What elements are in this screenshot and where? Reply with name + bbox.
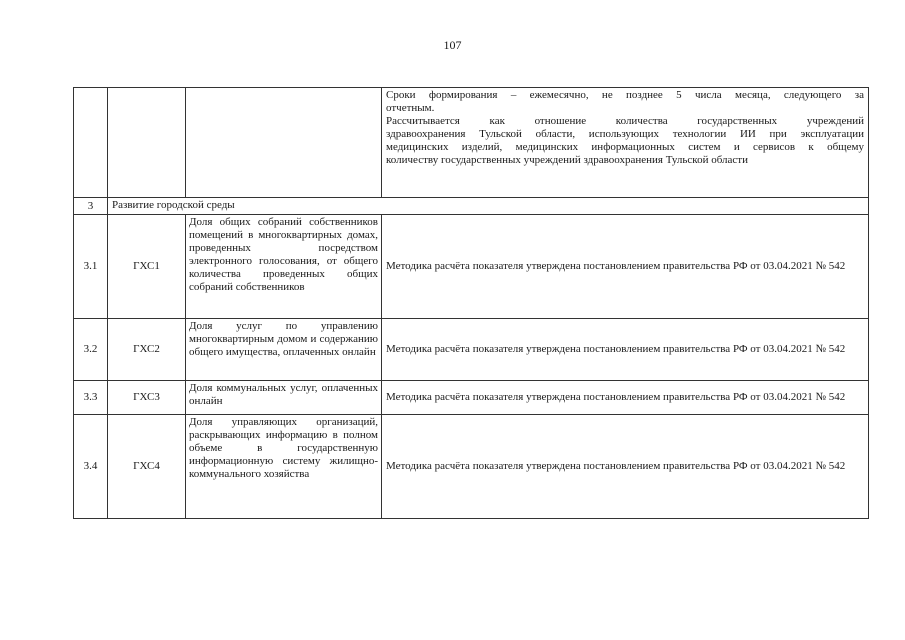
row-name: Доля общих собраний собственников помещений в многоквартирных домах, проведенных посредством электронного голосования, от общего количества проведенных общих собраний собственников [186, 215, 382, 319]
code-cell [108, 88, 186, 198]
name-cell [186, 88, 382, 198]
row-number: 3.3 [74, 381, 108, 415]
continuation-description [382, 88, 869, 198]
row-code: ГХС1 [108, 215, 186, 319]
row-method: Методика расчёта показателя утверждена постановлением правительства РФ от 03.04.2021 № 542 [382, 319, 869, 381]
page-number: 107 [443, 38, 462, 52]
text-line: Сроки формирования – ежемесячно, не позднее 5 числа месяца, следующего за [386, 89, 864, 101]
text-line: медицинских изделий, медицинских информационных систем и сервисов к общему [386, 141, 864, 153]
section-title: Развитие городской среды [108, 198, 869, 215]
row-number: 3.1 [74, 215, 108, 319]
row-code: ГХС4 [108, 415, 186, 519]
row-method: Методика расчёта показателя утверждена постановлением правительства РФ от 03.04.2021 № 542 [382, 415, 869, 519]
table-row [74, 415, 869, 519]
text-line: количеству государственных учреждений здравоохранения Тульской области [386, 154, 748, 166]
text-line: здравоохранения Тульской области, использующих технологии ИИ при эксплуатации [386, 128, 864, 140]
row-name: Доля услуг по управлению многоквартирным домом и содержанию общего имущества, оплаченных онлайн [186, 319, 382, 381]
row-name: Доля коммунальных услуг, оплаченных онлайн [186, 381, 382, 415]
row-code: ГХС2 [108, 319, 186, 381]
continuation-row [74, 88, 869, 198]
section-row [74, 198, 869, 215]
row-name: Доля управляющих организаций, раскрывающих информацию в полном объеме в государственную информационную систему жилищно-коммунального хозяйства [186, 415, 382, 519]
text-line: отчетным. [386, 102, 435, 114]
row-method: Методика расчёта показателя утверждена постановлением правительства РФ от 03.04.2021 № 542 [382, 215, 869, 319]
row-number: 3.4 [74, 415, 108, 519]
table-row [74, 319, 869, 381]
text-line: Рассчитывается как отношение количества государственных учреждений [386, 115, 864, 127]
row-code: ГХС3 [108, 381, 186, 415]
table-row [74, 215, 869, 319]
row-method: Методика расчёта показателя утверждена постановлением правительства РФ от 03.04.2021 № 542 [382, 381, 869, 415]
indicator-table [73, 87, 869, 519]
section-number: 3 [74, 198, 108, 215]
num-cell [74, 88, 108, 198]
row-number: 3.2 [74, 319, 108, 381]
table-row [74, 381, 869, 415]
